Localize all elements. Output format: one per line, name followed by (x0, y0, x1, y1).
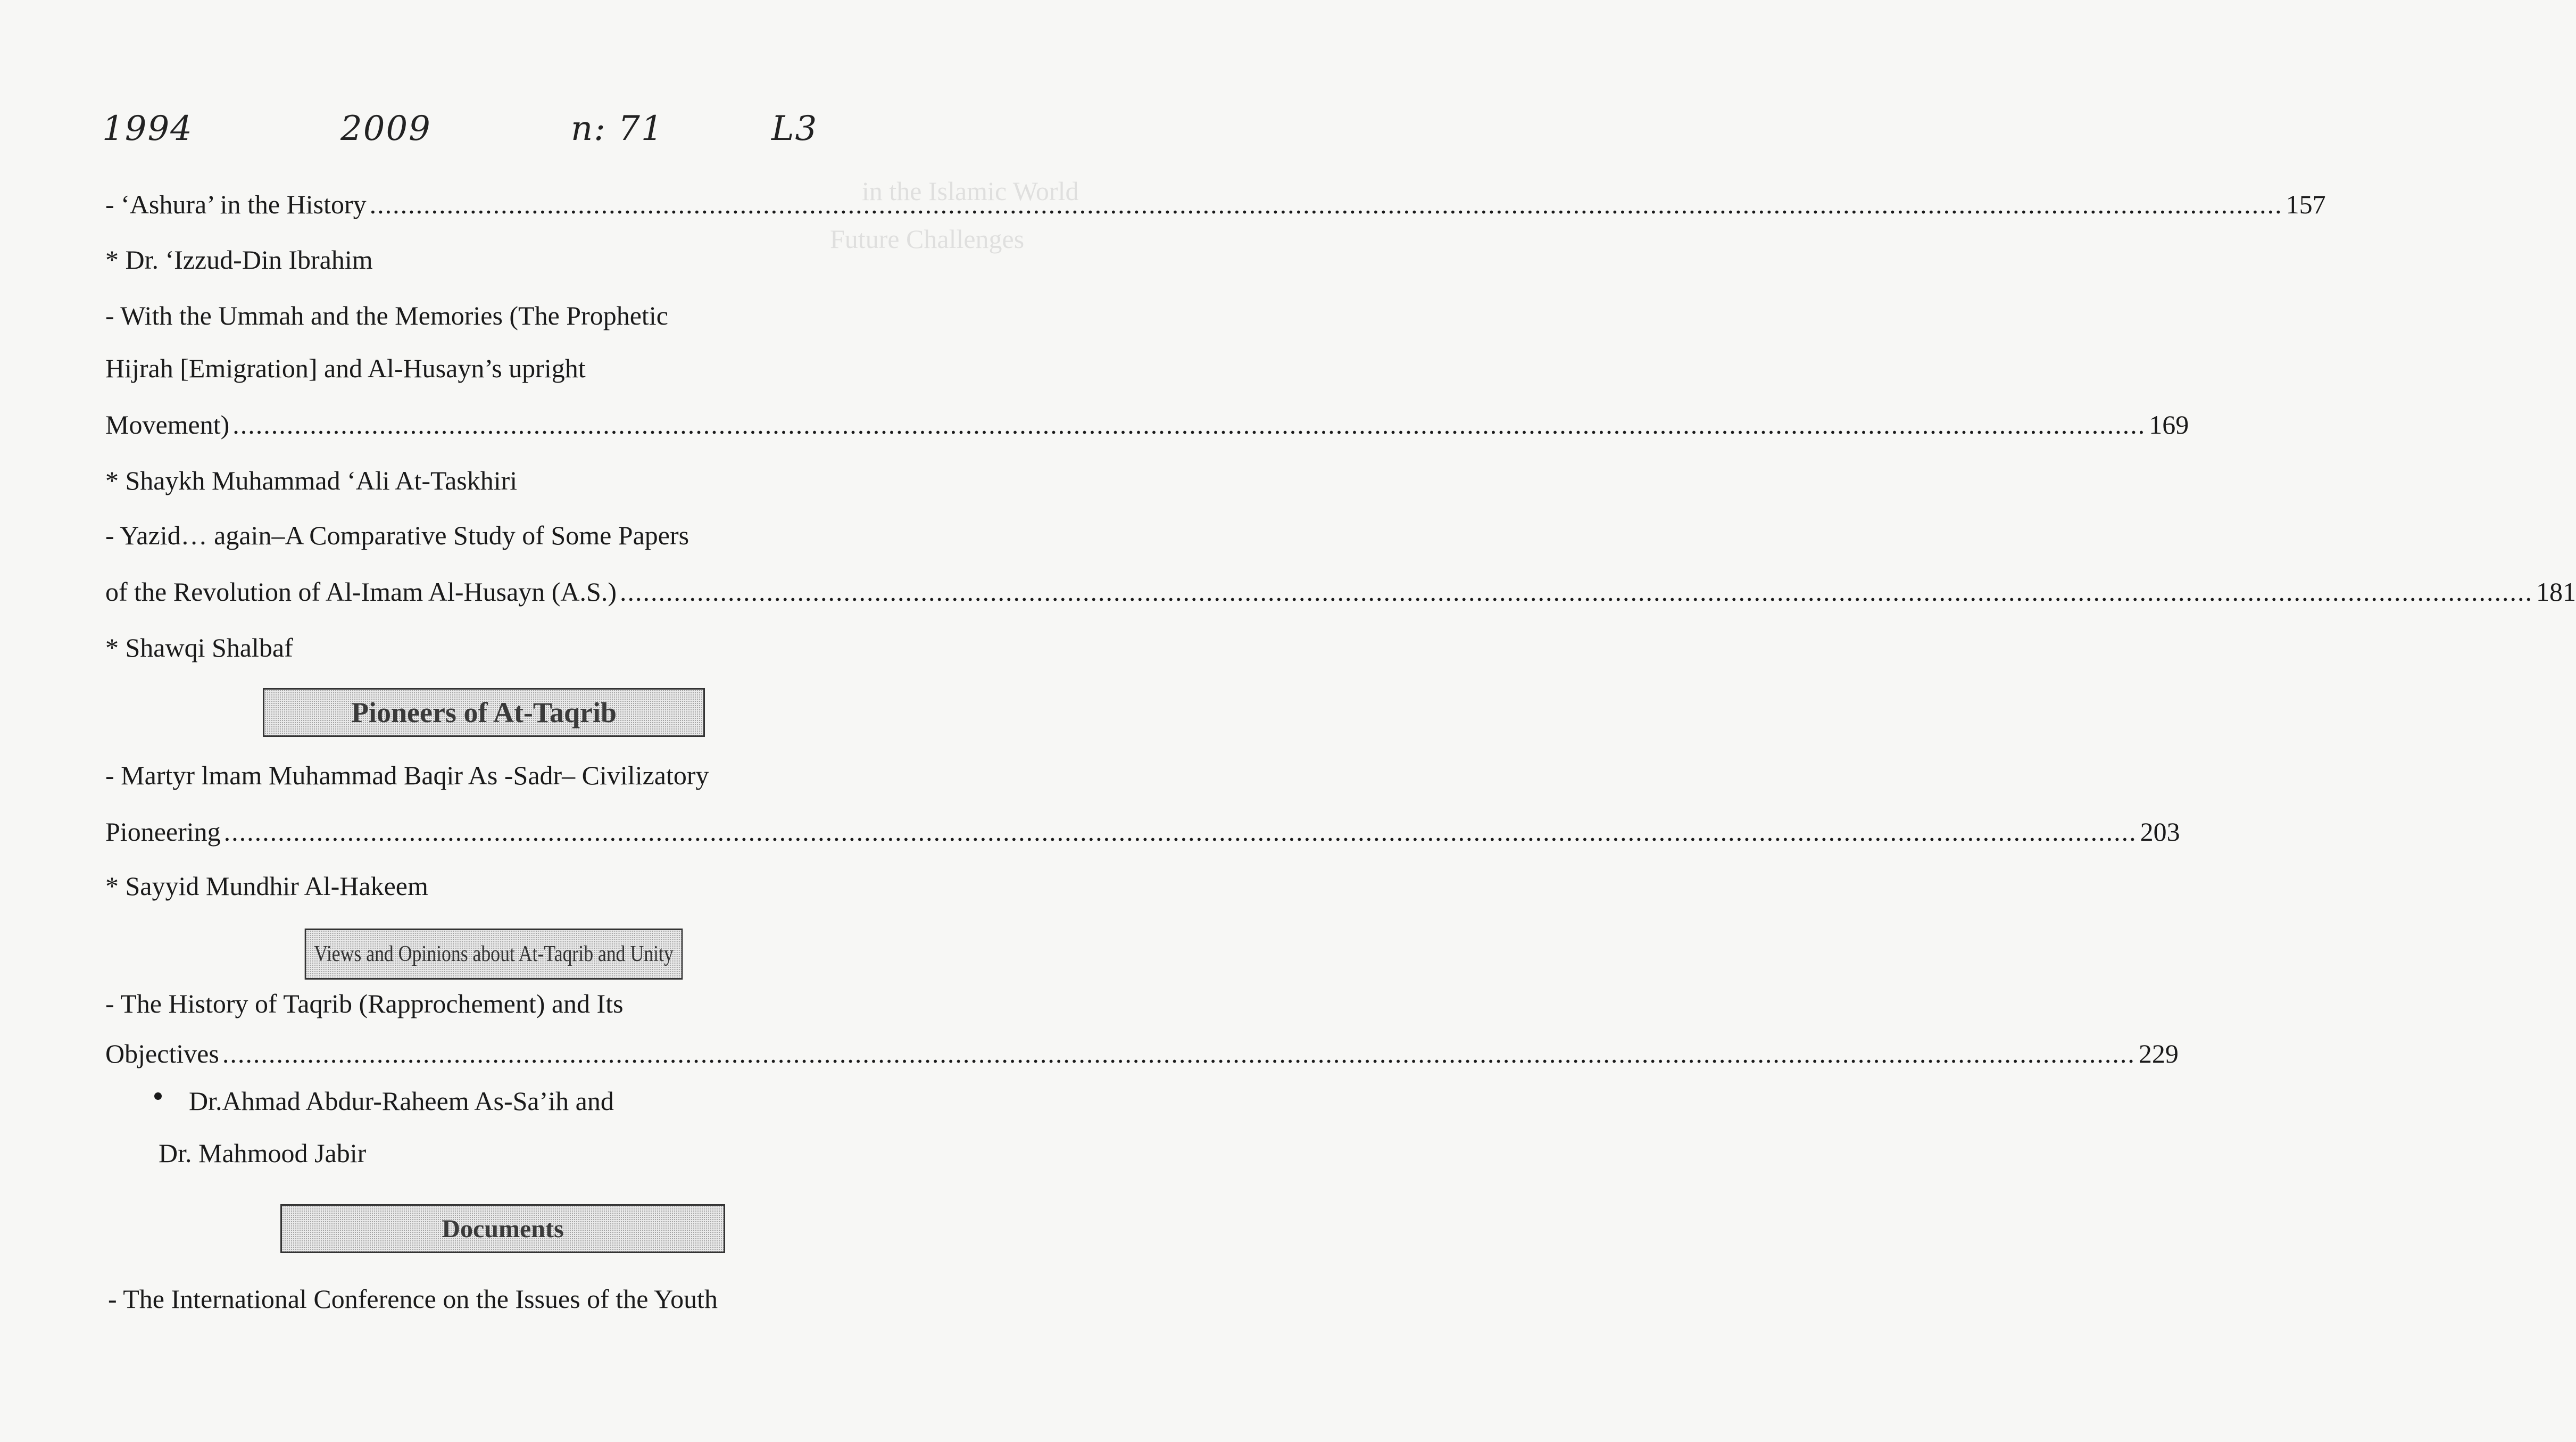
toc-entry (105, 409, 2189, 441)
handwritten-note-year-start: 1994 (102, 109, 193, 148)
handwritten-note-issue: n: 71 (571, 109, 664, 148)
toc-entry-title: Objectives (105, 1039, 219, 1068)
toc-page-number: 229 (2138, 1039, 2179, 1068)
toc-entry-title: of the Revolution of Al-Imam Al-Husayn (A.S.) (105, 577, 617, 607)
toc-entry-title: Movement) (105, 410, 230, 440)
toc-leader-dots (232, 409, 2146, 441)
section-header-documents: Documents (280, 1204, 725, 1253)
bleed-through: Future Challenges (830, 224, 1025, 254)
toc-author: * Shawqi Shalbaf (105, 633, 293, 662)
toc-page-number: 157 (2286, 189, 2326, 219)
toc-author: * Dr. ‘Izzud-Din Ibrahim (105, 245, 373, 275)
toc-entry (105, 816, 2180, 848)
toc-leader-dots (224, 816, 2137, 848)
toc-entry-title-line: - Yazid… again–A Comparative Study of Some Papers (105, 520, 689, 550)
toc-leader-dots (620, 576, 2533, 608)
toc-leader-dots (222, 1038, 2135, 1070)
toc-entry (105, 576, 2576, 608)
toc-page-number: 169 (2149, 410, 2189, 440)
toc-author: * Sayyid Mundhir Al-Hakeem (105, 871, 428, 901)
toc-entry-title: - ‘Ashura’ in the History (105, 189, 367, 219)
toc-entry-title-line: - The History of Taqrib (Rapprochement) and Its (105, 989, 624, 1018)
toc-entry-title-line: Hijrah [Emigration] and Al-Husayn’s upright (105, 353, 586, 383)
handwritten-note-code: L3 (771, 109, 818, 148)
toc-page-number: 181 (2536, 577, 2576, 607)
handwritten-note-year-end: 2009 (340, 109, 431, 148)
toc-entry-title-line: - Martyr lmam Muhammad Baqir As -Sadr– Civilizatory (105, 760, 709, 790)
toc-entry-title-line: - The International Conference on the Issues of the Youth (108, 1284, 718, 1314)
toc-entry-title-text: - With the Ummah and the Memories (The Prophetic (105, 301, 668, 330)
toc-author: Dr.Ahmad Abdur-Raheem As-Sa’ih and (189, 1086, 614, 1116)
bullet-icon (154, 1092, 162, 1100)
section-header-views-opinions: Views and Opinions about At-Taqrib and Unity (305, 929, 683, 980)
toc-author: Dr. Mahmood Jabir (159, 1138, 367, 1168)
toc-entry-title: Pioneering (105, 817, 221, 847)
toc-leader-dots (370, 188, 2283, 220)
toc-author: * Shaykh Muhammad ‘Ali At-Taskhiri (105, 466, 518, 495)
section-header-pioneers: Pioneers of At-Taqrib (263, 688, 705, 737)
toc-entry-title-line (105, 300, 832, 332)
toc-page-number: 203 (2140, 817, 2180, 847)
bleed-through: in the Islamic World (862, 176, 1079, 206)
toc-entry (105, 1038, 2179, 1070)
